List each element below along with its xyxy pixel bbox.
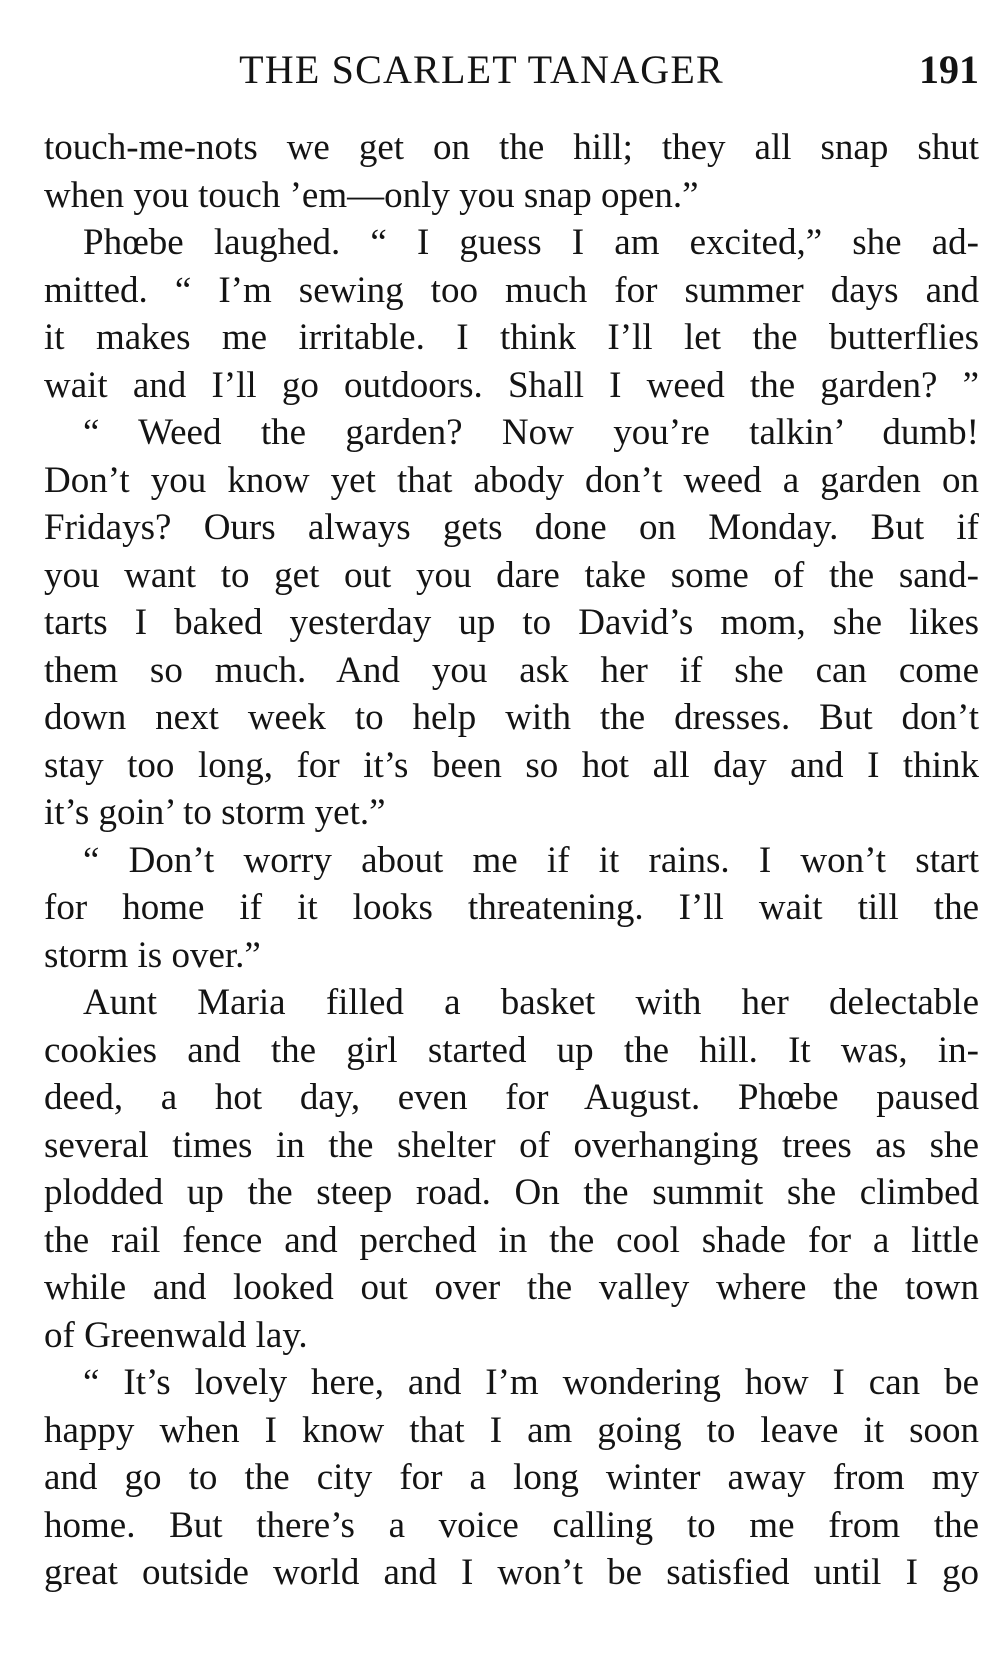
text-line: storm is over.” — [44, 934, 261, 976]
text-line: tarts I baked yesterday up to David’s mom, she likes — [44, 602, 979, 643]
text-line: it makes me irritable. I think I’ll let the butterflies — [44, 317, 979, 358]
text-line: the rail fence and perched in the cool shade for a little — [44, 1219, 979, 1261]
text-line: mitted. “ I’m sewing too much for summer days and — [44, 269, 979, 311]
paragraph — [44, 1359, 979, 1597]
body-text — [44, 124, 979, 1597]
paragraph — [44, 409, 979, 837]
text-line: cookies and the girl started up the hill. It was, in- — [44, 1029, 979, 1071]
text-line: several times in the shelter of overhanging trees as she — [44, 1124, 979, 1166]
paragraph — [44, 219, 979, 409]
page-number: 191 — [919, 47, 979, 92]
text-line: of Greenwald lay. — [44, 1314, 308, 1356]
running-title: THE SCARLET TANAGER — [239, 47, 724, 92]
text-line: “ It’s lovely here, and I’m wondering how I can be — [83, 1362, 979, 1403]
paragraph — [44, 979, 979, 1359]
text-line: Don’t you know yet that abody don’t weed a garden on — [44, 459, 979, 501]
text-line: you want to get out you dare take some of the sand- — [44, 554, 979, 596]
paragraph — [44, 837, 979, 980]
text-line: plodded up the steep road. On the summit she climbed — [44, 1172, 979, 1213]
text-line: Phœbe laughed. “ I guess I am excited,” she ad- — [83, 222, 979, 263]
text-line: deed, a hot day, even for August. Phœbe paused — [44, 1077, 979, 1118]
text-line: for home if it looks threatening. I’ll wait till the — [44, 887, 979, 928]
text-line: touch-me-nots we get on the hill; they all snap shut — [44, 127, 979, 168]
text-line: great outside world and I won’t be satisfied until I go — [44, 1552, 979, 1593]
text-line: them so much. And you ask her if she can come — [44, 649, 979, 691]
text-line: Aunt Maria filled a basket with her delectable — [83, 982, 979, 1023]
text-line: stay too long, for it’s been so hot all day and I think — [44, 744, 979, 786]
text-line: Fridays? Ours always gets done on Monday. But if — [44, 507, 979, 548]
text-line: it’s goin’ to storm yet.” — [44, 792, 386, 833]
text-line: down next week to help with the dresses. But don’t — [44, 697, 979, 738]
text-line: home. But there’s a voice calling to me from the — [44, 1504, 979, 1546]
text-line: wait and I’ll go outdoors. Shall I weed the garden? ” — [44, 364, 979, 406]
running-head — [44, 40, 979, 100]
text-line: while and looked out over the valley where the town — [44, 1267, 979, 1308]
text-line: and go to the city for a long winter away from my — [44, 1457, 979, 1498]
paragraph — [44, 124, 979, 219]
text-line: when you touch ’em—only you snap open.” — [44, 174, 699, 216]
text-line: “ Don’t worry about me if it rains. I won’t start — [83, 839, 979, 881]
text-line: “ Weed the garden? Now you’re talkin’ dumb! — [83, 412, 979, 453]
text-line: happy when I know that I am going to leave it soon — [44, 1409, 979, 1451]
